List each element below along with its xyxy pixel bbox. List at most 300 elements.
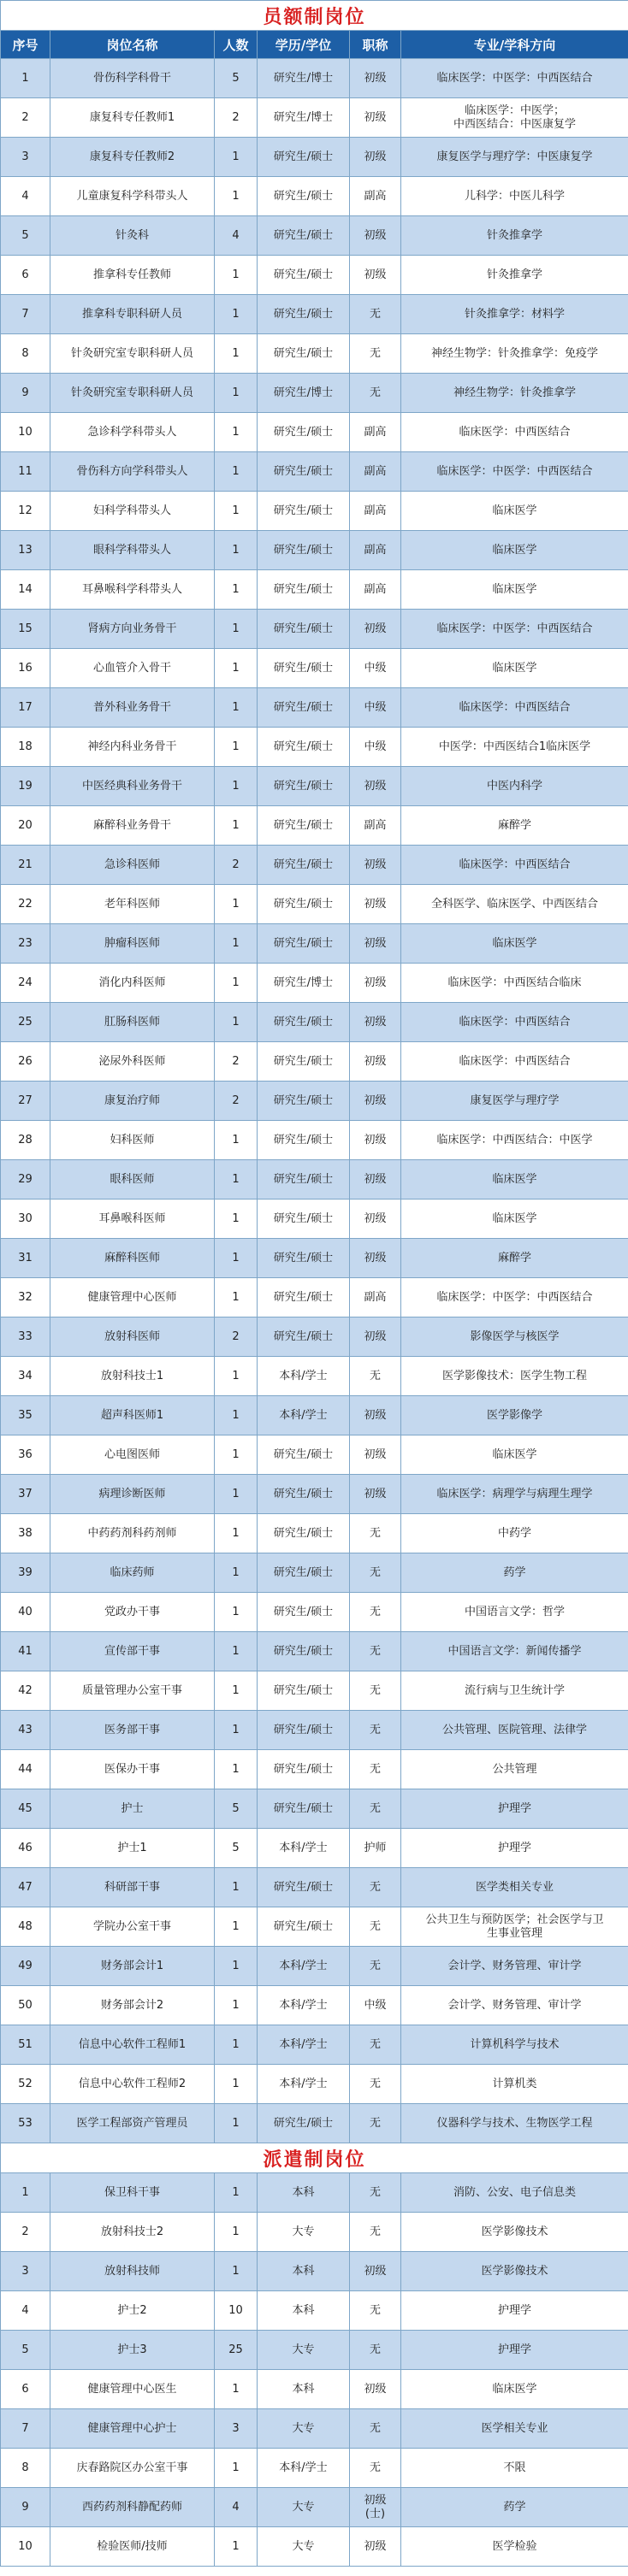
headcount: 1	[215, 492, 258, 531]
header-index: 序号	[1, 31, 50, 59]
table-row	[1, 216, 628, 256]
job-title: 副高	[350, 570, 401, 610]
major: 临床医学：病理学与病理生理学	[401, 1475, 628, 1514]
major: 针灸推拿学：材料学	[401, 295, 628, 334]
headcount: 1	[215, 1003, 258, 1042]
table-row	[1, 1435, 628, 1475]
row-index: 46	[1, 1829, 50, 1868]
degree: 研究生/硕士	[258, 846, 350, 885]
job-title: 初级	[350, 59, 401, 98]
job-title: 无	[350, 1711, 401, 1750]
degree: 研究生/硕士	[258, 1082, 350, 1121]
position-name: 质量管理办公室干事	[50, 1671, 215, 1711]
major: 临床医学	[401, 2370, 628, 2409]
table-row	[1, 688, 628, 728]
degree: 研究生/硕士	[258, 1475, 350, 1514]
headcount: 3	[215, 2409, 258, 2449]
position-name: 信息中心软件工程师2	[50, 2065, 215, 2104]
degree: 研究生/博士	[258, 59, 350, 98]
degree: 本科/学士	[258, 1986, 350, 2025]
table-row	[1, 2291, 628, 2331]
position-name: 针灸科	[50, 216, 215, 256]
position-name: 神经内科业务骨干	[50, 728, 215, 767]
degree: 研究生/硕士	[258, 688, 350, 728]
major: 针灸推拿学	[401, 256, 628, 295]
major: 麻醉学	[401, 806, 628, 846]
degree: 本科/学士	[258, 2065, 350, 2104]
table-row	[1, 1278, 628, 1317]
headcount: 1	[215, 2213, 258, 2252]
major: 不限	[401, 2449, 628, 2488]
row-index: 17	[1, 688, 50, 728]
headcount: 1	[215, 1868, 258, 1907]
job-title: 初级	[350, 1317, 401, 1357]
job-title: 副高	[350, 492, 401, 531]
headcount: 1	[215, 1514, 258, 1553]
row-index: 10	[1, 413, 50, 452]
position-name: 中医经典科业务骨干	[50, 767, 215, 806]
degree: 研究生/硕士	[258, 1003, 350, 1042]
headcount: 5	[215, 1829, 258, 1868]
job-title: 初级	[350, 1082, 401, 1121]
major: 麻醉学	[401, 1239, 628, 1278]
row-index: 24	[1, 964, 50, 1003]
job-title: 无	[350, 1947, 401, 1986]
row-index: 2	[1, 2213, 50, 2252]
degree: 研究生/硕士	[258, 295, 350, 334]
degree: 本科/学士	[258, 1396, 350, 1435]
table-row	[1, 1711, 628, 1750]
headcount: 1	[215, 1593, 258, 1632]
job-title: 中级	[350, 728, 401, 767]
row-index: 34	[1, 1357, 50, 1396]
position-name: 针灸研究室专职科研人员	[50, 374, 215, 413]
table-row	[1, 767, 628, 806]
major: 针灸推拿学	[401, 216, 628, 256]
row-index: 35	[1, 1396, 50, 1435]
row-index: 15	[1, 610, 50, 649]
position-name: 泌尿外科医师	[50, 1042, 215, 1082]
headcount: 2	[215, 1042, 258, 1082]
degree: 研究生/硕士	[258, 1160, 350, 1200]
job-title: 中级	[350, 649, 401, 688]
position-name: 健康管理中心医生	[50, 2370, 215, 2409]
major: 护理学	[401, 2331, 628, 2370]
row-index: 43	[1, 1711, 50, 1750]
job-title: 无	[350, 2173, 401, 2213]
major: 临床医学：中医学：中西医结合	[401, 1278, 628, 1317]
position-name: 财务部会计1	[50, 1947, 215, 1986]
job-title: 初级	[350, 1475, 401, 1514]
headcount: 1	[215, 452, 258, 492]
degree: 本科/学士	[258, 1357, 350, 1396]
degree: 本科/学士	[258, 1829, 350, 1868]
position-name: 康复科专任教师2	[50, 138, 215, 177]
degree: 研究生/硕士	[258, 1317, 350, 1357]
major: 临床医学	[401, 1160, 628, 1200]
position-name: 护士2	[50, 2291, 215, 2331]
table-row	[1, 2449, 628, 2488]
headcount: 2	[215, 846, 258, 885]
section-title-row	[1, 2143, 628, 2173]
major: 医学影像技术	[401, 2213, 628, 2252]
job-title: 无	[350, 1632, 401, 1671]
position-name: 财务部会计2	[50, 1986, 215, 2025]
major: 中医学：中西医结合1临床医学	[401, 728, 628, 767]
position-name: 普外科业务骨干	[50, 688, 215, 728]
degree: 研究生/硕士	[258, 728, 350, 767]
degree: 研究生/硕士	[258, 531, 350, 570]
row-index: 37	[1, 1475, 50, 1514]
major: 临床医学：中西医结合	[401, 413, 628, 452]
table-row	[1, 1632, 628, 1671]
headcount: 1	[215, 1947, 258, 1986]
job-title: 无	[350, 2409, 401, 2449]
table-row	[1, 2409, 628, 2449]
row-index: 3	[1, 138, 50, 177]
job-title: 无	[350, 1789, 401, 1829]
headcount: 1	[215, 2527, 258, 2567]
headcount: 1	[215, 413, 258, 452]
position-name: 耳鼻喉科医师	[50, 1200, 215, 1239]
major: 药学	[401, 1553, 628, 1593]
headcount: 1	[215, 1671, 258, 1711]
headcount: 1	[215, 1475, 258, 1514]
headcount: 2	[215, 98, 258, 138]
row-index: 22	[1, 885, 50, 924]
position-name: 心电图医师	[50, 1435, 215, 1475]
degree: 大专	[258, 2527, 350, 2567]
row-index: 33	[1, 1317, 50, 1357]
position-name: 病理诊断医师	[50, 1475, 215, 1514]
major: 神经生物学：针灸推拿学：免疫学	[401, 334, 628, 374]
job-title: 副高	[350, 413, 401, 452]
degree: 研究生/硕士	[258, 806, 350, 846]
job-title: 初级	[350, 1239, 401, 1278]
major: 医学相关专业	[401, 2409, 628, 2449]
headcount: 1	[215, 806, 258, 846]
major: 临床医学	[401, 570, 628, 610]
position-name: 健康管理中心护士	[50, 2409, 215, 2449]
row-index: 23	[1, 924, 50, 964]
table-row	[1, 964, 628, 1003]
job-title: 无	[350, 374, 401, 413]
position-name: 消化内科医师	[50, 964, 215, 1003]
headcount: 1	[215, 1357, 258, 1396]
position-name: 护士1	[50, 1829, 215, 1868]
row-index: 45	[1, 1789, 50, 1829]
table-row	[1, 2331, 628, 2370]
table-row	[1, 98, 628, 138]
major: 儿科学：中医儿科学	[401, 177, 628, 216]
job-title: 无	[350, 2291, 401, 2331]
degree: 研究生/硕士	[258, 610, 350, 649]
position-name: 信息中心软件工程师1	[50, 2025, 215, 2065]
position-name: 急诊科学科带头人	[50, 413, 215, 452]
position-name: 宣传部干事	[50, 1632, 215, 1671]
degree: 研究生/硕士	[258, 1632, 350, 1671]
position-name: 肾病方向业务骨干	[50, 610, 215, 649]
table-row	[1, 1200, 628, 1239]
degree: 研究生/硕士	[258, 413, 350, 452]
table-row	[1, 1829, 628, 1868]
row-index: 1	[1, 2173, 50, 2213]
table-row	[1, 806, 628, 846]
header-title: 职称	[350, 31, 401, 59]
major: 神经生物学：针灸推拿学	[401, 374, 628, 413]
table-row	[1, 846, 628, 885]
row-index: 40	[1, 1593, 50, 1632]
table-row	[1, 492, 628, 531]
row-index: 31	[1, 1239, 50, 1278]
job-title: 初级	[350, 924, 401, 964]
row-index: 29	[1, 1160, 50, 1200]
job-title: 初级	[350, 885, 401, 924]
degree: 大专	[258, 2331, 350, 2370]
position-name: 妇科医师	[50, 1121, 215, 1160]
table-row	[1, 177, 628, 216]
job-title: 初级	[350, 610, 401, 649]
major: 计算机类	[401, 2065, 628, 2104]
position-name: 西药药剂科静配药师	[50, 2488, 215, 2527]
major: 临床医学	[401, 1200, 628, 1239]
position-name: 保卫科干事	[50, 2173, 215, 2213]
headcount: 1	[215, 1986, 258, 2025]
table-row	[1, 1160, 628, 1200]
row-index: 50	[1, 1986, 50, 2025]
degree: 研究生/硕士	[258, 1200, 350, 1239]
position-name: 健康管理中心医师	[50, 1278, 215, 1317]
position-name: 科研部干事	[50, 1868, 215, 1907]
table-row	[1, 2065, 628, 2104]
row-index: 21	[1, 846, 50, 885]
major: 流行病与卫生统计学	[401, 1671, 628, 1711]
major: 全科医学、临床医学、中西医结合	[401, 885, 628, 924]
row-index: 1	[1, 59, 50, 98]
row-index: 4	[1, 2291, 50, 2331]
headcount: 1	[215, 531, 258, 570]
job-title: 无	[350, 2025, 401, 2065]
headcount: 1	[215, 610, 258, 649]
major: 消防、公安、电子信息类	[401, 2173, 628, 2213]
table-row	[1, 1789, 628, 1829]
job-title: 无	[350, 1907, 401, 1947]
degree: 研究生/硕士	[258, 334, 350, 374]
position-name: 急诊科医师	[50, 846, 215, 885]
headcount: 1	[215, 1907, 258, 1947]
major: 康复医学与理疗学	[401, 1082, 628, 1121]
table-row	[1, 2213, 628, 2252]
headcount: 1	[215, 728, 258, 767]
degree: 研究生/硕士	[258, 492, 350, 531]
row-index: 16	[1, 649, 50, 688]
position-name: 针灸研究室专职科研人员	[50, 334, 215, 374]
section-title-dispatch: 派遣制岗位	[1, 2143, 628, 2173]
row-index: 7	[1, 295, 50, 334]
major: 临床医学：中医学：中西医结合	[401, 59, 628, 98]
table-row	[1, 452, 628, 492]
job-title: 中级	[350, 1986, 401, 2025]
position-name: 检验医师/技师	[50, 2527, 215, 2567]
job-title: 护师	[350, 1829, 401, 1868]
job-title: 无	[350, 2449, 401, 2488]
degree: 研究生/硕士	[258, 1278, 350, 1317]
degree: 研究生/硕士	[258, 1907, 350, 1947]
row-index: 2	[1, 98, 50, 138]
job-title: 初级	[350, 1200, 401, 1239]
position-name: 骨伤科方向学科带头人	[50, 452, 215, 492]
headcount: 1	[215, 1396, 258, 1435]
headcount: 1	[215, 2252, 258, 2291]
table-row	[1, 1514, 628, 1553]
table-row	[1, 295, 628, 334]
position-name: 麻醉科业务骨干	[50, 806, 215, 846]
major: 医学影像技术	[401, 2252, 628, 2291]
headcount: 1	[215, 374, 258, 413]
headcount: 1	[215, 649, 258, 688]
major: 中国语言文学：新闻传播学	[401, 1632, 628, 1671]
major: 临床医学：中西医结合	[401, 1003, 628, 1042]
table-row	[1, 1750, 628, 1789]
row-index: 12	[1, 492, 50, 531]
row-index: 8	[1, 334, 50, 374]
row-index: 48	[1, 1907, 50, 1947]
degree: 研究生/硕士	[258, 885, 350, 924]
table-row	[1, 1553, 628, 1593]
job-title: 初级	[350, 138, 401, 177]
job-title: 初级	[350, 1042, 401, 1082]
headcount: 1	[215, 334, 258, 374]
degree: 研究生/硕士	[258, 570, 350, 610]
major: 临床医学	[401, 492, 628, 531]
table-row	[1, 649, 628, 688]
row-index: 51	[1, 2025, 50, 2065]
major: 药学	[401, 2488, 628, 2527]
job-title: 初级	[350, 2252, 401, 2291]
job-title: 初级	[350, 1435, 401, 1475]
position-name: 护士3	[50, 2331, 215, 2370]
row-index: 28	[1, 1121, 50, 1160]
major: 临床医学：中医学； 中西医结合：中医康复学	[401, 98, 628, 138]
degree: 研究生/博士	[258, 964, 350, 1003]
table-row	[1, 1868, 628, 1907]
position-name: 放射科技士1	[50, 1357, 215, 1396]
degree: 研究生/硕士	[258, 2104, 350, 2143]
major: 康复医学与理疗学：中医康复学	[401, 138, 628, 177]
job-title: 初级	[350, 2370, 401, 2409]
position-name: 超声科医师1	[50, 1396, 215, 1435]
major: 计算机科学与技术	[401, 2025, 628, 2065]
row-index: 20	[1, 806, 50, 846]
degree: 本科/学士	[258, 2449, 350, 2488]
position-name: 推拿科专职科研人员	[50, 295, 215, 334]
row-index: 27	[1, 1082, 50, 1121]
job-title: 无	[350, 2331, 401, 2370]
headcount: 1	[215, 1160, 258, 1200]
table-row	[1, 1082, 628, 1121]
degree: 研究生/硕士	[258, 256, 350, 295]
headcount: 2	[215, 1082, 258, 1121]
degree: 研究生/硕士	[258, 216, 350, 256]
headcount: 1	[215, 688, 258, 728]
table-row	[1, 1396, 628, 1435]
table-row	[1, 2252, 628, 2291]
job-title: 初级 (士)	[350, 2488, 401, 2527]
row-index: 9	[1, 374, 50, 413]
row-index: 3	[1, 2252, 50, 2291]
major: 会计学、财务管理、审计学	[401, 1947, 628, 1986]
headcount: 1	[215, 295, 258, 334]
degree: 本科	[258, 2252, 350, 2291]
degree: 研究生/硕士	[258, 1671, 350, 1711]
job-title: 副高	[350, 1278, 401, 1317]
major: 临床医学	[401, 531, 628, 570]
headcount: 1	[215, 256, 258, 295]
headcount: 1	[215, 1435, 258, 1475]
table-row	[1, 610, 628, 649]
position-name: 妇科学科带头人	[50, 492, 215, 531]
table-row	[1, 1671, 628, 1711]
table-row	[1, 1042, 628, 1082]
degree: 本科/学士	[258, 1947, 350, 1986]
headcount: 1	[215, 2449, 258, 2488]
degree: 本科	[258, 2173, 350, 2213]
degree: 研究生/硕士	[258, 767, 350, 806]
degree: 研究生/硕士	[258, 649, 350, 688]
job-title: 无	[350, 1868, 401, 1907]
degree: 大专	[258, 2213, 350, 2252]
table-row	[1, 2173, 628, 2213]
job-title: 无	[350, 2104, 401, 2143]
major: 临床医学	[401, 924, 628, 964]
major: 医学影像技术：医学生物工程	[401, 1357, 628, 1396]
job-title: 无	[350, 2213, 401, 2252]
table-row	[1, 1593, 628, 1632]
job-title: 中级	[350, 688, 401, 728]
degree: 研究生/硕士	[258, 1750, 350, 1789]
headcount: 1	[215, 2104, 258, 2143]
header-degree: 学历/学位	[258, 31, 350, 59]
major: 公共管理、医院管理、法律学	[401, 1711, 628, 1750]
position-name: 眼科医师	[50, 1160, 215, 1200]
position-name: 肛肠科医师	[50, 1003, 215, 1042]
table-row	[1, 256, 628, 295]
row-index: 52	[1, 2065, 50, 2104]
position-name: 中药药剂科药剂师	[50, 1514, 215, 1553]
major: 公共卫生与预防医学；社会医学与卫 生事业管理	[401, 1907, 628, 1947]
headcount: 25	[215, 2331, 258, 2370]
position-name: 麻醉科医师	[50, 1239, 215, 1278]
headcount: 1	[215, 885, 258, 924]
headcount: 1	[215, 1278, 258, 1317]
job-title: 初级	[350, 216, 401, 256]
degree: 研究生/硕士	[258, 1435, 350, 1475]
degree: 研究生/硕士	[258, 924, 350, 964]
headcount: 1	[215, 924, 258, 964]
position-name: 眼科学科带头人	[50, 531, 215, 570]
degree: 研究生/博士	[258, 98, 350, 138]
headcount: 1	[215, 177, 258, 216]
job-title: 副高	[350, 806, 401, 846]
job-title: 初级	[350, 256, 401, 295]
headcount: 1	[215, 1711, 258, 1750]
job-title: 初级	[350, 1396, 401, 1435]
major: 护理学	[401, 1789, 628, 1829]
job-title: 副高	[350, 452, 401, 492]
position-name: 老年科医师	[50, 885, 215, 924]
position-name: 骨伤科学科骨干	[50, 59, 215, 98]
headcount: 1	[215, 570, 258, 610]
